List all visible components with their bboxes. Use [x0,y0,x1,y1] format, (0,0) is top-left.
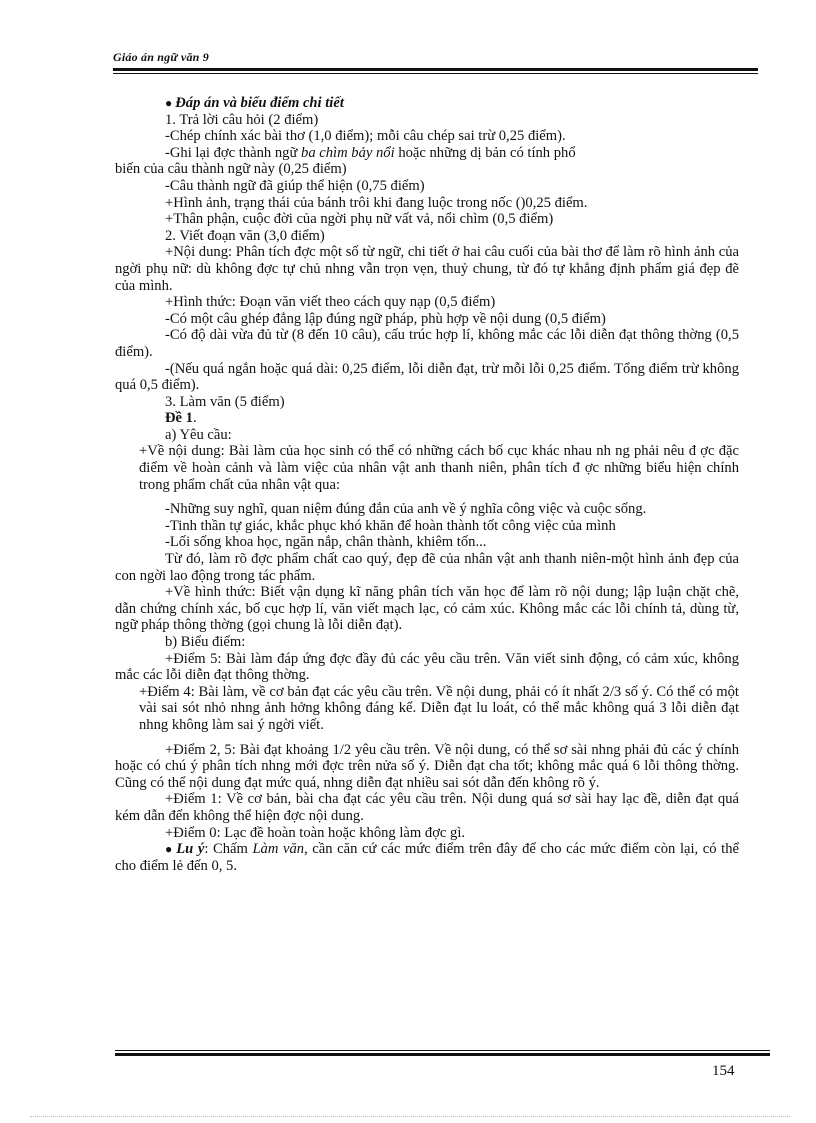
answer-line: -Lối sống khoa học, ngăn nắp, chân thành, khiêm tốn... [165,534,487,551]
answer-line: +Về hình thức: Biết vận dụng kĩ năng phân tích văn học để làm rõ nội dung; lập luận chặt chẽ, dẫn chứng chính xác, bố cục hợp lí, văn viết mạch lạc, có cảm xúc. Không mắc các lỗi chính tả, dùng từ, ngữ pháp thông thờng (gọi chung là lỗi diễn đạt). [115,584,739,634]
bullet-icon: ● [165,96,173,110]
document-body [115,95,739,874]
answer-line: -Có một câu ghép đẳng lập đúng ngữ pháp, phù hợp về nội dung (0,5 điểm) [165,310,606,327]
answer-line: +Nội dung: Phân tích đợc một số từ ngữ, chi tiết ở hai câu cuối của bài thơ để làm rõ hình ảnh của ngời phụ nữ: dù không đợc tự chủ nhng vẫn trọn vẹn, thuỷ chung, từ đó tự khẳng định phẩm giá đẹp đẽ của mình. [115,244,739,294]
header-rule-thin [113,73,758,74]
answer-line: -(Nếu quá ngắn hoặc quá dài: 0,25 điểm, lỗi diễn đạt, trừ mỗi lỗi 0,25 điểm. Tổng điểm trừ không quá 0,5 điểm). [115,360,739,394]
document-header-title: Giáo án ngữ văn 9 [113,50,209,64]
answer-line: Từ đó, làm rõ đợc phẩm chất cao quý, đẹp đẽ của nhân vật anh thanh niên-một hình ảnh đẹp của con ngời lao động trong tác phẩm. [115,551,739,584]
answer-line: -Những suy nghĩ, quan niệm đúng đắn của anh về ý nghĩa công việc và cuộc sống. [165,501,647,518]
answer-line: b) Biểu điểm: [165,634,246,650]
answer-line: +Thân phận, cuộc đời của ngời phụ nữ vất vả, nổi chìm (0,5 điểm) [165,211,554,228]
bullet-icon: ● [165,842,174,857]
page-number: 154 [712,1063,735,1079]
answer-line: +Điểm 4: Bài làm, về cơ bản đạt các yêu cầu trên. Về nội dung, phải có ít nhất 2/3 số ý. Có thể có một vài sai sót nhỏ nhng ảnh hởng không đáng kể. Diễn đạt lu loát, có thể mắc không quá 3 lỗi diễn đạt nhng không làm sai ý ngời viết. [139,683,739,733]
answer-line: +Điểm 0: Lạc đề hoàn toàn hoặc không làm đợc gì. [165,824,466,841]
answer-line: -Tinh thần tự giác, khắc phục khó khăn để hoàn thành tốt công việc của mình [165,517,616,534]
answer-line: +Hình ảnh, trạng thái của bánh trôi khi đang luộc trong nốc ()0,25 điểm. [165,194,588,211]
footer-rule-thin [115,1050,770,1051]
answer-line: -Có độ dài vừa đủ từ (8 đến 10 câu), cấu trúc hợp lí, không mắc các lỗi diễn đạt thông thờng (0,5 điểm). [115,327,739,360]
page-edge-divider [30,1116,790,1117]
answer-line: 3. Làm văn (5 điểm) [165,393,285,410]
answer-line: 1. Trả lời câu hỏi (2 điểm) [165,111,319,128]
answer-line: -Ghi lại đợc thành ngữ ba chìm bảy nổi hoặc những dị bản có tính phổ [165,144,576,161]
answer-line: +Điểm 1: Về cơ bản, bài cha đạt các yêu cầu trên. Nội dung quá sơ sài hay lạc đề, diễn đạt quá kém dẫn đến không thể hiện đợc nội dung. [115,791,739,824]
answer-line: 2. Viết đoạn văn (3,0 điểm) [165,227,325,244]
exam-topic-label: Đề 1. [165,410,197,427]
answer-line: a) Yêu cầu: [165,426,232,443]
answer-line: -Câu thành ngữ đã giúp thể hiện (0,75 điểm) [165,177,425,194]
note-line: ● Lu ý: Chấm Làm văn, cần căn cứ các mức điểm trên đây để cho các mức điểm còn lại, có thể cho điểm lẻ đến 0, 5. [115,841,739,874]
answer-line: +Hình thức: Đoạn văn viết theo cách quy nạp (0,5 điểm) [165,294,496,311]
answer-line: +Điểm 5: Bài làm đáp ứng đợc đầy đủ các yêu cầu trên. Văn viết sinh động, có cảm xúc, không mắc các lỗi diễn đạt thông thờng. [115,650,739,684]
header-rule-thick [113,68,758,71]
answer-line: +Điểm 2, 5: Bài đạt khoảng 1/2 yêu cầu trên. Về nội dung, có thể sơ sài nhng phải đủ các ý chính hoặc có chú ý phân tích nhng mới đợc trên nửa số ý. Diễn đạt cha tốt; không mắc quá 6 lỗi thông thờng. Cũng có thể nội dung đạt mức quá, nhng diễn đạt nhiều sai sót dẫn đến không rõ ý. [115,741,739,791]
answer-line: biến của câu thành ngữ này (0,25 điểm) [115,161,347,178]
footer-rule-thick [115,1053,770,1056]
answer-line: +Về nội dung: Bài làm của học sinh có thể có những cách bố cục khác nhau nh ng phải nêu đ ợc đặc điểm về hoàn cảnh và làm việc của nhân vật anh thanh niên, phân tích đ ợc những biểu hiện chính trong phẩm chất của nhân vật qua: [139,443,739,493]
section-heading: ● Đáp án và biểu điểm chi tiết [165,95,344,111]
answer-line: -Chép chính xác bài thơ (1,0 điểm); mỗi câu chép sai trừ 0,25 điểm). [165,128,566,145]
